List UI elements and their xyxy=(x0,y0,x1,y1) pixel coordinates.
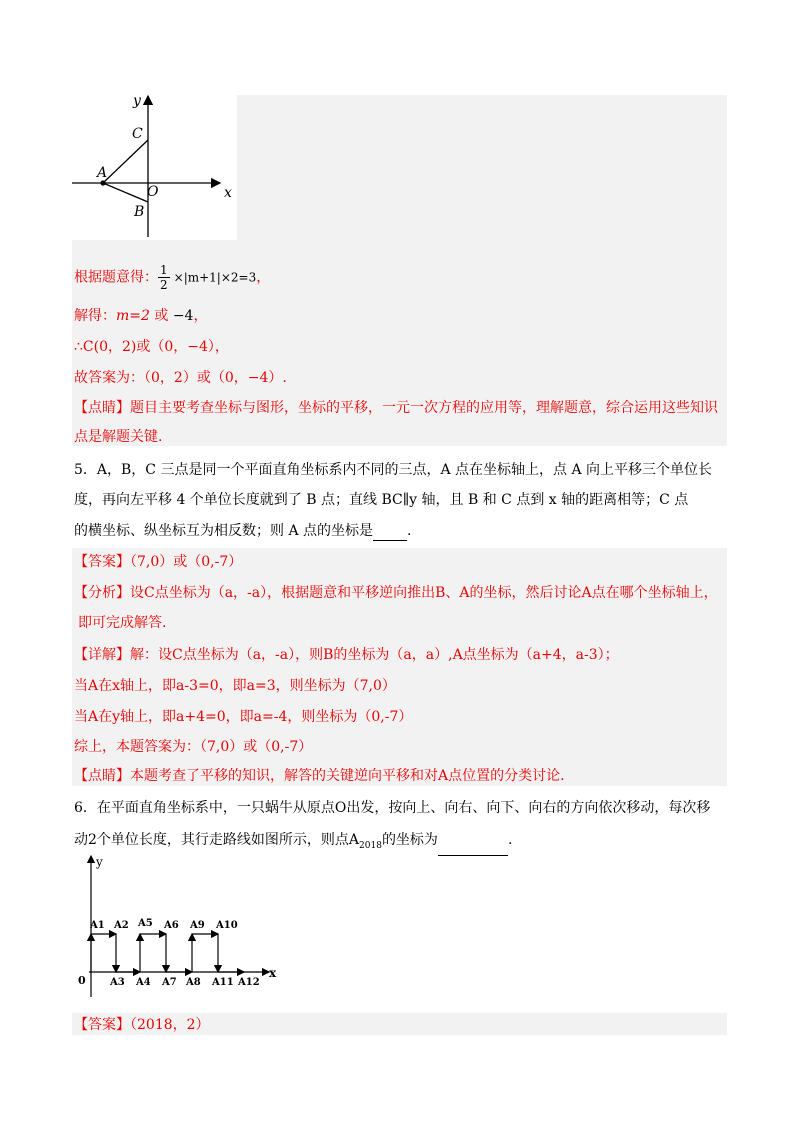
q5-detail-line2: 当A在x轴上，即a-3=0，即a=3，则坐标为（7,0） xyxy=(74,678,396,694)
label-a11: A11 xyxy=(212,977,234,988)
q5-question-line2: 度，再向左平移 4 个单位长度就到了 B 点；直线 BC∥y 轴，且 B 和 C 点到 x 轴的距离相等；C 点 xyxy=(74,492,689,508)
snail-path xyxy=(91,934,244,972)
q5-detail-line1: 【详解】解：设C点坐标为（a，-a），则B的坐标为（a，a）,A点坐标为（a+4，a-3）； xyxy=(74,647,619,663)
q5-question-line3: 的横坐标、纵坐标互为相反数；则 A 点的坐标是 . xyxy=(74,523,412,539)
path-labels-bottom xyxy=(109,977,260,988)
q4-solution-line4: 故答案为：（0，2）或（0，−4）. xyxy=(74,370,287,386)
label-a12: A12 xyxy=(238,977,260,988)
q4-dianjing-line2: 点是解题关键. xyxy=(74,429,163,445)
q6-question-line1: 6．在平面直角坐标系中，一只蜗牛从原点O出发，按向上、向右、向下、向右的方向依次移动，每次移 xyxy=(74,800,711,816)
x-axis-label: x xyxy=(224,185,232,201)
path-labels-top xyxy=(89,918,238,931)
label-a6: A6 xyxy=(164,920,179,931)
q5-answer: 【答案】（7,0）或（0,-7） xyxy=(74,554,243,570)
label-origin: O xyxy=(147,184,159,200)
label-b: B xyxy=(134,204,145,220)
y-axis-label: y xyxy=(96,855,103,869)
q4-solution-line2: 解得：m=2 或 −4， xyxy=(74,308,208,324)
figure1-shade xyxy=(237,95,727,240)
x-axis-label: x xyxy=(269,966,277,980)
label-a4: A4 xyxy=(136,977,151,988)
q5-detail-line4: 综上，本题答案为：（7,0）或（0,-7） xyxy=(74,739,313,755)
label-a: A xyxy=(97,165,108,181)
snail-path-figure xyxy=(74,852,294,1002)
q5-dianjing: 【点睛】本题考查了平移的知识，解答的关键逆向平移和对A点位置的分类讨论. xyxy=(74,768,565,784)
fraction-half: $\frac{1}{2}$ xyxy=(160,263,168,292)
point-a xyxy=(100,180,105,185)
label-a2: A2 xyxy=(114,920,129,931)
label-a10: A10 xyxy=(216,920,238,931)
coordinate-figure-1 xyxy=(70,92,238,242)
origin-label: 0 xyxy=(78,974,86,987)
q5-analysis-line1: 【分析】设C点坐标为（a，-a），根据题意和平移逆向推出B、A的坐标，然后讨论A点在哪个坐标轴上， xyxy=(74,585,718,601)
q6-answer: 【答案】（2018，2） xyxy=(74,1017,210,1033)
label-c: C xyxy=(132,126,143,142)
segment-ab xyxy=(103,183,148,202)
label-a9: A9 xyxy=(190,920,205,931)
q4-dianjing-line1: 【点睛】题目主要考查坐标与图形，坐标的平移，一元一次方程的应用等，理解题意，综合运用这些知识 xyxy=(74,400,718,416)
label-a1: A1 xyxy=(90,920,105,931)
q5-detail-line3: 当A在y轴上，即a+4=0，即a=-4，则坐标为（0,-7） xyxy=(74,709,413,725)
q4-solution-line3: ∴C(0，2)或（0，−4）， xyxy=(74,339,229,355)
answer-blank xyxy=(373,524,407,541)
label-a3: A3 xyxy=(110,977,125,988)
q5-analysis-line2: 即可完成解答. xyxy=(78,615,167,631)
y-axis-label: y xyxy=(133,93,141,109)
q4-solution-line1: 根据题意得： $\frac{1}{2}$ ×|m+1|×2=3， xyxy=(74,263,271,292)
segment-ac xyxy=(103,140,148,183)
q6-question-line2: 动2个单位长度，其行走路线如图所示，则点$A_{2018}$的坐标为 . xyxy=(74,830,512,856)
answer-blank xyxy=(438,839,508,856)
label-a8: A8 xyxy=(186,977,201,988)
label-a5: A5 xyxy=(138,918,153,929)
label-a7: A7 xyxy=(162,977,177,988)
q5-question-line1: 5．A，B，C 三点是同一个平面直角坐标系内不同的三点，A 点在坐标轴上，点 A 向上平移三个单位长 xyxy=(74,462,713,478)
